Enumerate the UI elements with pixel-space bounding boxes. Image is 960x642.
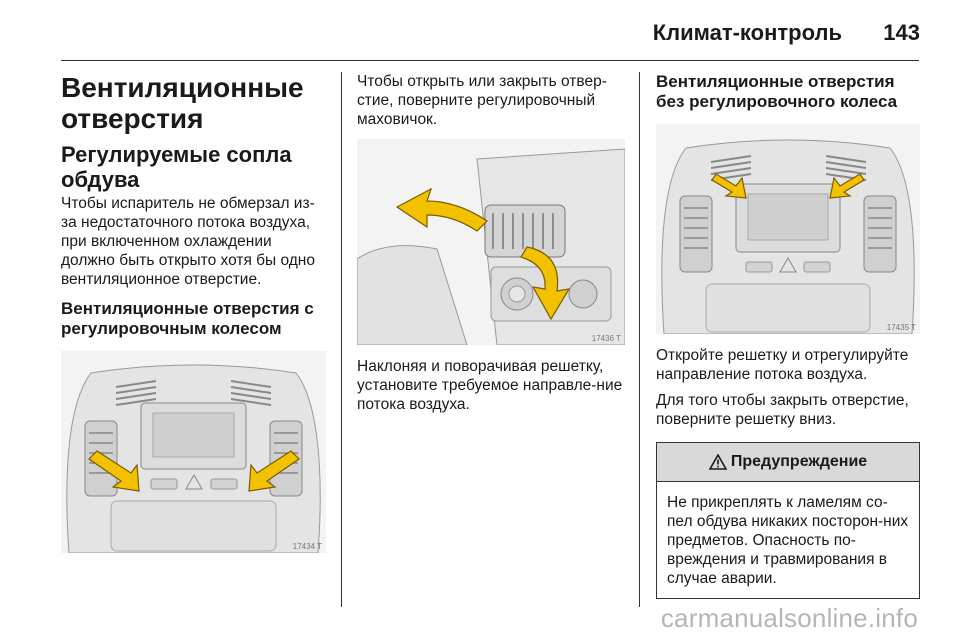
figure-number: 17436 T <box>591 334 621 343</box>
column-1 <box>61 72 326 553</box>
figure-number: 17435 T <box>886 323 916 332</box>
page-header <box>0 0 960 60</box>
side-vent-illustration <box>357 139 625 345</box>
intro-paragraph: Чтобы испаритель не обмерзал из-за недостаточного потока воздуха, при включенном охлаждении должно быть открыто хотя бы одно вентиляционное отверстие. <box>61 195 315 288</box>
column-divider-2 <box>639 72 640 607</box>
watermark: carmanualsonline.info <box>660 603 918 633</box>
warning-triangle-icon <box>709 454 727 470</box>
figure-number: 17434 T <box>292 542 322 551</box>
subsection-title: Регулируемые сопла обдува <box>61 142 292 192</box>
figure-vents-with-wheel <box>61 351 326 553</box>
figure-side-vent <box>357 139 625 345</box>
close-grille-paragraph: Для того чтобы закрыть отверстие, поверните решетку вниз. <box>656 392 909 428</box>
header-title: Климат-контроль <box>652 20 842 45</box>
warning-box <box>656 442 920 599</box>
figure-vents-without-wheel <box>656 124 920 334</box>
warning-header <box>657 443 919 482</box>
vents-with-wheel-heading: Вентиляционные отверстия с регулировочным колесом <box>61 299 314 338</box>
vents-without-wheel-heading: Вентиляционные отверстия без регулировочного колеса <box>656 72 898 111</box>
section-title: Вентиляционные отверстия <box>61 72 304 134</box>
page-number: 143 <box>883 20 920 45</box>
open-grille-paragraph: Откройте решетку и отрегулируйте направление потока воздуха. <box>656 347 909 383</box>
column-2 <box>357 72 625 414</box>
header-rule <box>61 60 919 61</box>
open-close-paragraph: Чтобы открыть или закрыть отвер-стие, поверните регулировочный маховичок. <box>357 73 607 128</box>
tilt-paragraph: Наклоняя и поворачивая решетку, установите требуемое направле-ние потока воздуха. <box>357 358 623 413</box>
column-3 <box>656 72 920 599</box>
column-divider-1 <box>341 72 342 607</box>
dashboard-illustration <box>656 124 920 334</box>
warning-title: Предупреждение <box>730 453 868 470</box>
warning-text: Не прикреплять к ламелям со-пел обдува никаких посторон-них предметов. Опасность по-вреждения и травмирования в случае аварии. <box>667 494 909 587</box>
dashboard-illustration <box>61 351 326 553</box>
